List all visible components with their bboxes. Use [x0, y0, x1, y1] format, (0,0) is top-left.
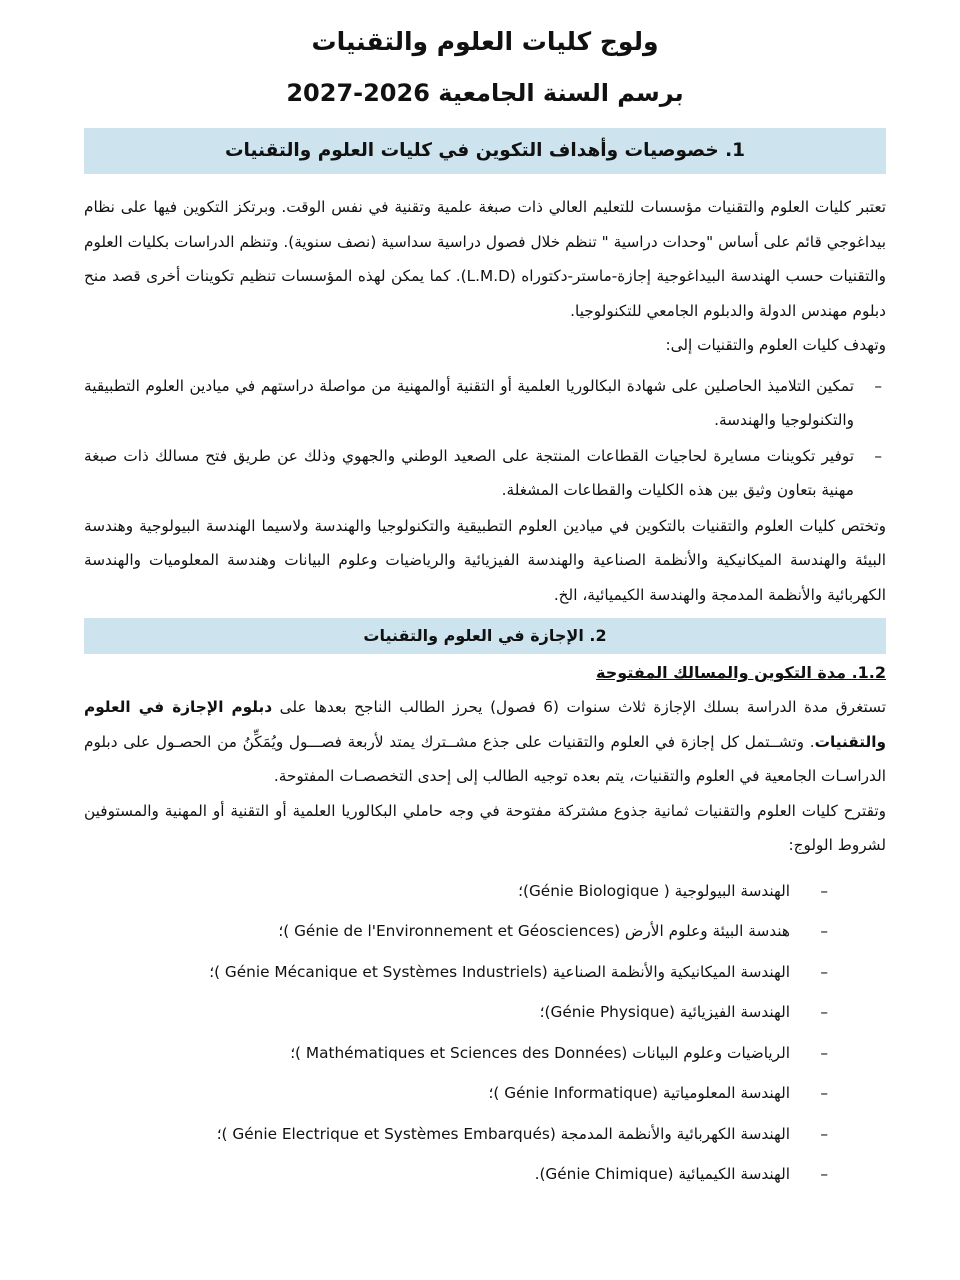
academic-year-subtitle: برسم السنة الجامعية 2026-2027 — [286, 79, 684, 107]
goal-text: توفير تكوينات مسايرة لحاجيات القطاعات المنتجة على الصعيد الوطني والجهوي وذلك عن طريق فتح مسالك ذات صبغة مهنية بتعاون وثيق بين هذه الكليات والقطاعات المشغلة. — [84, 446, 854, 499]
goal-item — [84, 439, 886, 507]
track-item — [84, 1033, 886, 1074]
dash-bullet-icon: – — [820, 1124, 828, 1143]
goals-list — [84, 369, 886, 507]
track-item — [84, 911, 886, 952]
paragraph-text: تستغرق مدة الدراسة بسلك الإجازة ثلاث سنوات (6 فصول) يحرز الطالب الناجح بعدها على — [272, 698, 887, 716]
dash-bullet-icon: – — [820, 881, 828, 900]
paragraph-text: . وتشــتمل كل إجازة في العلوم والتقنيات على جذع مشــترك يمتد لأربعة فصـــول ويُمَكِّنُ من الحصـول على دبلوم الدراسـات الجامعية في العلوم والتقنيات، يتم بعده توجيه الطالب إلى إحدى التخصصـات المفتوحة. — [84, 732, 886, 785]
track-item — [84, 1154, 886, 1195]
section-1-paragraph-1: تعتبر كليات العلوم والتقنيات مؤسسات للتعليم العالي ذات صبغة علمية وتقنية في نفس الوقت. وبرتكز التكوين فيها على نظام بيداغوجي قائم على أساس "وحدات دراسية " تنظم خلال فصول دراسية سداسية (نصف سنوية). وتنظم الدراسات بكليات العلوم والتقنيات حسب الهندسة البيداغوجية إجازة-ماستر-دكتوراه (L.M.D). كما يمكن لهذه المؤسسات تنظيم تكوينات أخرى قصد منح دبلوم مهندس الدولة والدبلوم الجامعي للتكنولوجيا. — [84, 198, 886, 320]
track-label: الهندسة البيولوجية ( Génie Biologique)؛ — [518, 881, 790, 900]
document-title: ولوج كليات العلوم والتقنيات — [311, 27, 659, 56]
section-2-heading: 2. الإجازة في العلوم والتقنيات — [84, 618, 886, 654]
goal-text: تمكين التلاميذ الحاصلين على شهادة البكالوريا العلمية أو التقنية أوالمهنية من مواصلة دراستهم في ميادين العلوم التطبيقية والتكنولوجيا والهندسة. — [84, 376, 854, 429]
degree-name: دبلوم الإجازة في العلوم والتقنيات — [84, 698, 886, 751]
dash-bullet-icon: – — [820, 922, 828, 940]
section-1-paragraph-3: وتختص كليات العلوم والتقنيات بالتكوين في ميادين العلوم التطبيقية والتكنولوجيا والهندسة ولاسيما الهندسة البيولوجية وهندسة البيئة والهندسة الميكانيكية والأنظمة الصناعية والهندسة الفيزيائية والرياضيات وعلوم البيانات وهندسة المعلوميات والهندسة الكهربائية والأنظمة المدمجة والهندسة الكيميائية، الخ. — [84, 516, 886, 604]
tracks-list — [84, 871, 886, 1195]
track-label: الهندسة المعلومياتية (Génie Informatique )؛ — [488, 1084, 790, 1102]
track-item — [84, 992, 886, 1033]
track-item — [84, 952, 886, 993]
track-label: الهندسة الكهربائية والأنظمة المدمجة (Génie Electrique et Systèmes Embarqués )؛ — [216, 1124, 790, 1143]
track-label: الرياضيات وعلوم البيانات (Mathématiques et Sciences des Données )؛ — [290, 1043, 790, 1062]
dash-bullet-icon: – — [820, 962, 828, 981]
track-item — [84, 1114, 886, 1155]
section-2-paragraph-1 — [84, 690, 886, 794]
dash-bullet-icon: – — [820, 1043, 828, 1062]
dash-bullet-icon: – — [874, 446, 882, 465]
section-1-paragraph-2: وتهدف كليات العلوم والتقنيات إلى: — [665, 336, 886, 354]
track-label: الهندسة الفيزيائية (Génie Physique)؛ — [539, 1003, 790, 1021]
dash-bullet-icon: – — [820, 1084, 828, 1102]
subsection-2-1-heading: 1.2. مدة التكوين والمسالك المفتوحة — [596, 663, 886, 682]
track-label: هندسة البيئة وعلوم الأرض (Génie de l'Environnement et Géosciences )؛ — [278, 922, 790, 940]
goal-item — [84, 369, 886, 437]
track-item — [84, 1073, 886, 1114]
dash-bullet-icon: – — [820, 1165, 828, 1183]
track-label: الهندسة الكيميائية (Génie Chimique). — [534, 1165, 790, 1183]
track-item — [84, 871, 886, 912]
section-2-paragraph-2: وتقترح كليات العلوم والتقنيات ثمانية جذوع مشتركة مفتوحة في وجه حاملي البكالوريا العلمية أو التقنية أو المهنية والمستوفين لشروط الولوج: — [84, 801, 886, 854]
dash-bullet-icon: – — [874, 376, 882, 395]
track-label: الهندسة الميكانيكية والأنظمة الصناعية (Génie Mécanique et Systèmes Industriels )؛ — [209, 962, 790, 981]
section-1-heading: 1. خصوصيات وأهداف التكوين في كليات العلوم والتقنيات — [84, 128, 886, 174]
dash-bullet-icon: – — [820, 1003, 828, 1021]
